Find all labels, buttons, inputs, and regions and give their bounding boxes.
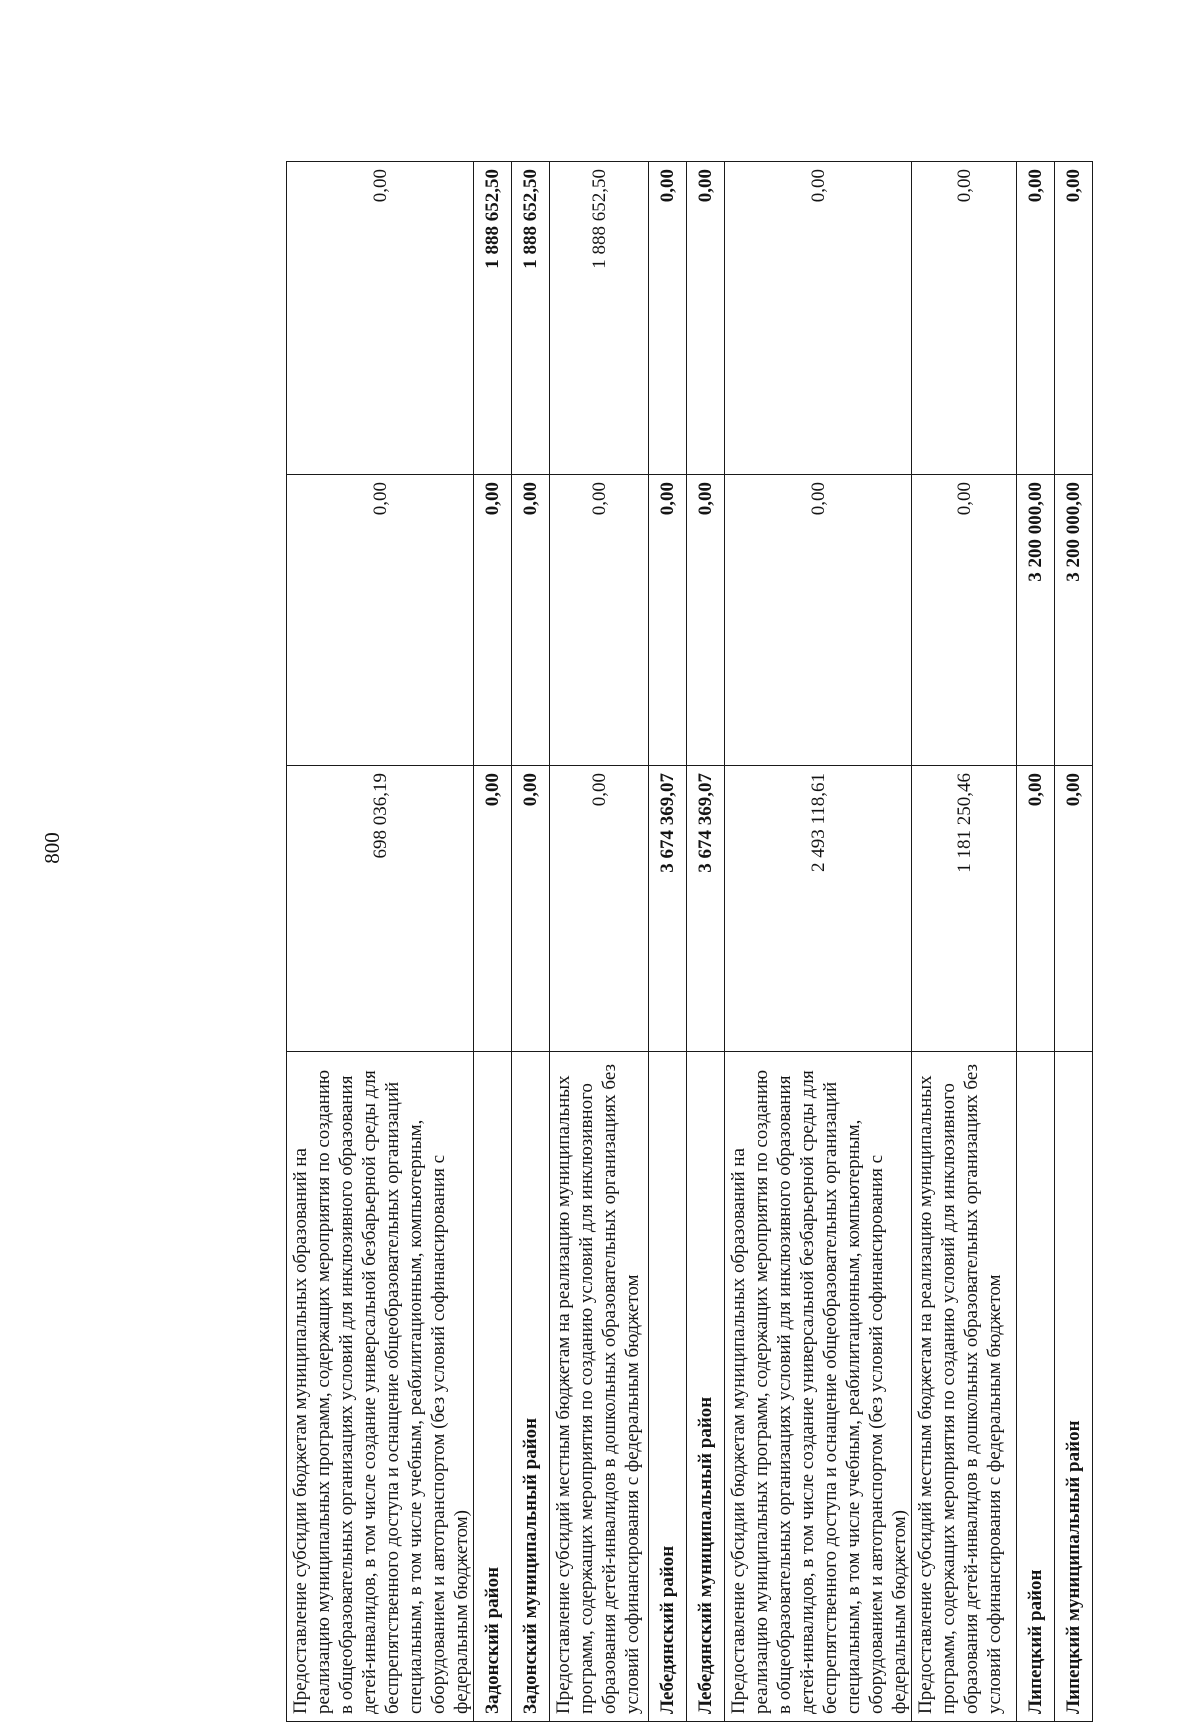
row-description: Лебедянский муниципальный район bbox=[687, 1052, 725, 1722]
row-amount-col2: 0,00 bbox=[287, 475, 474, 766]
table-row bbox=[550, 162, 649, 1722]
row-description: Предоставление субсидии бюджетам муниципальных образований на реализацию муниципальных программ, содержащих мероприятия по созданию в общеобразовательных организациях условий для инклюзивного образования детей-инвалидов, в том числе создание универсальной безбарьерной среды для беспрепятственного доступа и оснащение общеобразовательных организаций специальным, в том числе учебным, реабилитационным, компьютерным, оборудованием и автотранспортом (без условий софинансирования с федеральным бюджетом) bbox=[725, 1052, 912, 1722]
budget-table bbox=[286, 161, 1093, 1722]
row-description: Предоставление субсидии бюджетам муниципальных образований на реализацию муниципальных программ, содержащих мероприятия по созданию в общеобразовательных организациях условий для инклюзивного образования детей-инвалидов, в том числе создание универсальной безбарьерной среды для беспрепятственного доступа и оснащение общеобразовательных организаций специальным, в том числе учебным, реабилитационным, компьютерным, оборудованием и автотранспортом (без условий софинансирования с федеральным бюджетом) bbox=[287, 1052, 474, 1722]
row-amount-col3: 0,00 bbox=[1017, 162, 1055, 475]
table-row bbox=[725, 162, 912, 1722]
row-description: Задонский муниципальный район bbox=[512, 1052, 550, 1722]
row-amount-col2: 0,00 bbox=[912, 475, 1017, 766]
row-amount-col1: 0,00 bbox=[474, 766, 512, 1052]
table-row bbox=[287, 162, 474, 1722]
row-amount-col2: 0,00 bbox=[649, 475, 687, 766]
table-row-total bbox=[687, 162, 725, 1722]
row-amount-col1: 3 674 369,07 bbox=[649, 766, 687, 1052]
row-amount-col1: 2 493 118,61 bbox=[725, 766, 912, 1052]
row-amount-col2: 0,00 bbox=[550, 475, 649, 766]
row-amount-col2: 0,00 bbox=[474, 475, 512, 766]
row-amount-col3: 0,00 bbox=[725, 162, 912, 475]
row-amount-col2: 0,00 bbox=[725, 475, 912, 766]
row-amount-col2: 0,00 bbox=[687, 475, 725, 766]
row-description: Предоставление субсидий местным бюджетам на реализацию муниципальных программ, содержащих мероприятия по созданию условий для инклюзивного образования детей-инвалидов в дошкольных образовательных организациях без условий софинансирования с федеральным бюджетом bbox=[550, 1052, 649, 1722]
row-amount-col1: 0,00 bbox=[550, 766, 649, 1052]
row-description: Задонский район bbox=[474, 1052, 512, 1722]
row-amount-col3: 0,00 bbox=[649, 162, 687, 475]
row-amount-col3: 0,00 bbox=[1055, 162, 1093, 475]
row-amount-col3: 1 888 652,50 bbox=[550, 162, 649, 475]
row-amount-col1: 1 181 250,46 bbox=[912, 766, 1017, 1052]
row-amount-col1: 698 036,19 bbox=[287, 766, 474, 1052]
row-amount-col1: 0,00 bbox=[512, 766, 550, 1052]
row-amount-col3: 1 888 652,50 bbox=[512, 162, 550, 475]
row-amount-col3: 1 888 652,50 bbox=[474, 162, 512, 475]
table-row-total bbox=[1017, 162, 1055, 1722]
row-amount-col1: 0,00 bbox=[1017, 766, 1055, 1052]
row-description: Липецкий район bbox=[1017, 1052, 1055, 1722]
row-amount-col2: 3 200 000,00 bbox=[1017, 475, 1055, 766]
table-row-total bbox=[1055, 162, 1093, 1722]
row-amount-col1: 3 674 369,07 bbox=[687, 766, 725, 1052]
row-amount-col3: 0,00 bbox=[687, 162, 725, 475]
row-amount-col3: 0,00 bbox=[287, 162, 474, 475]
table-row-total bbox=[512, 162, 550, 1722]
row-amount-col3: 0,00 bbox=[912, 162, 1017, 475]
row-description: Предоставление субсидий местным бюджетам на реализацию муниципальных программ, содержащих мероприятия по созданию условий для инклюзивного образования детей-инвалидов в дошкольных образовательных организациях без условий софинансирования с федеральным бюджетом bbox=[912, 1052, 1017, 1722]
row-amount-col2: 3 200 000,00 bbox=[1055, 475, 1093, 766]
budget-table-container bbox=[286, 162, 1084, 1722]
table-row-total bbox=[474, 162, 512, 1722]
row-description: Липецкий муниципальный район bbox=[1055, 1052, 1093, 1722]
row-description: Лебедянский район bbox=[649, 1052, 687, 1722]
row-amount-col2: 0,00 bbox=[512, 475, 550, 766]
row-amount-col1: 0,00 bbox=[1055, 766, 1093, 1052]
table-row-total bbox=[649, 162, 687, 1722]
table-row bbox=[912, 162, 1017, 1722]
page-number: 800 bbox=[40, 832, 64, 864]
